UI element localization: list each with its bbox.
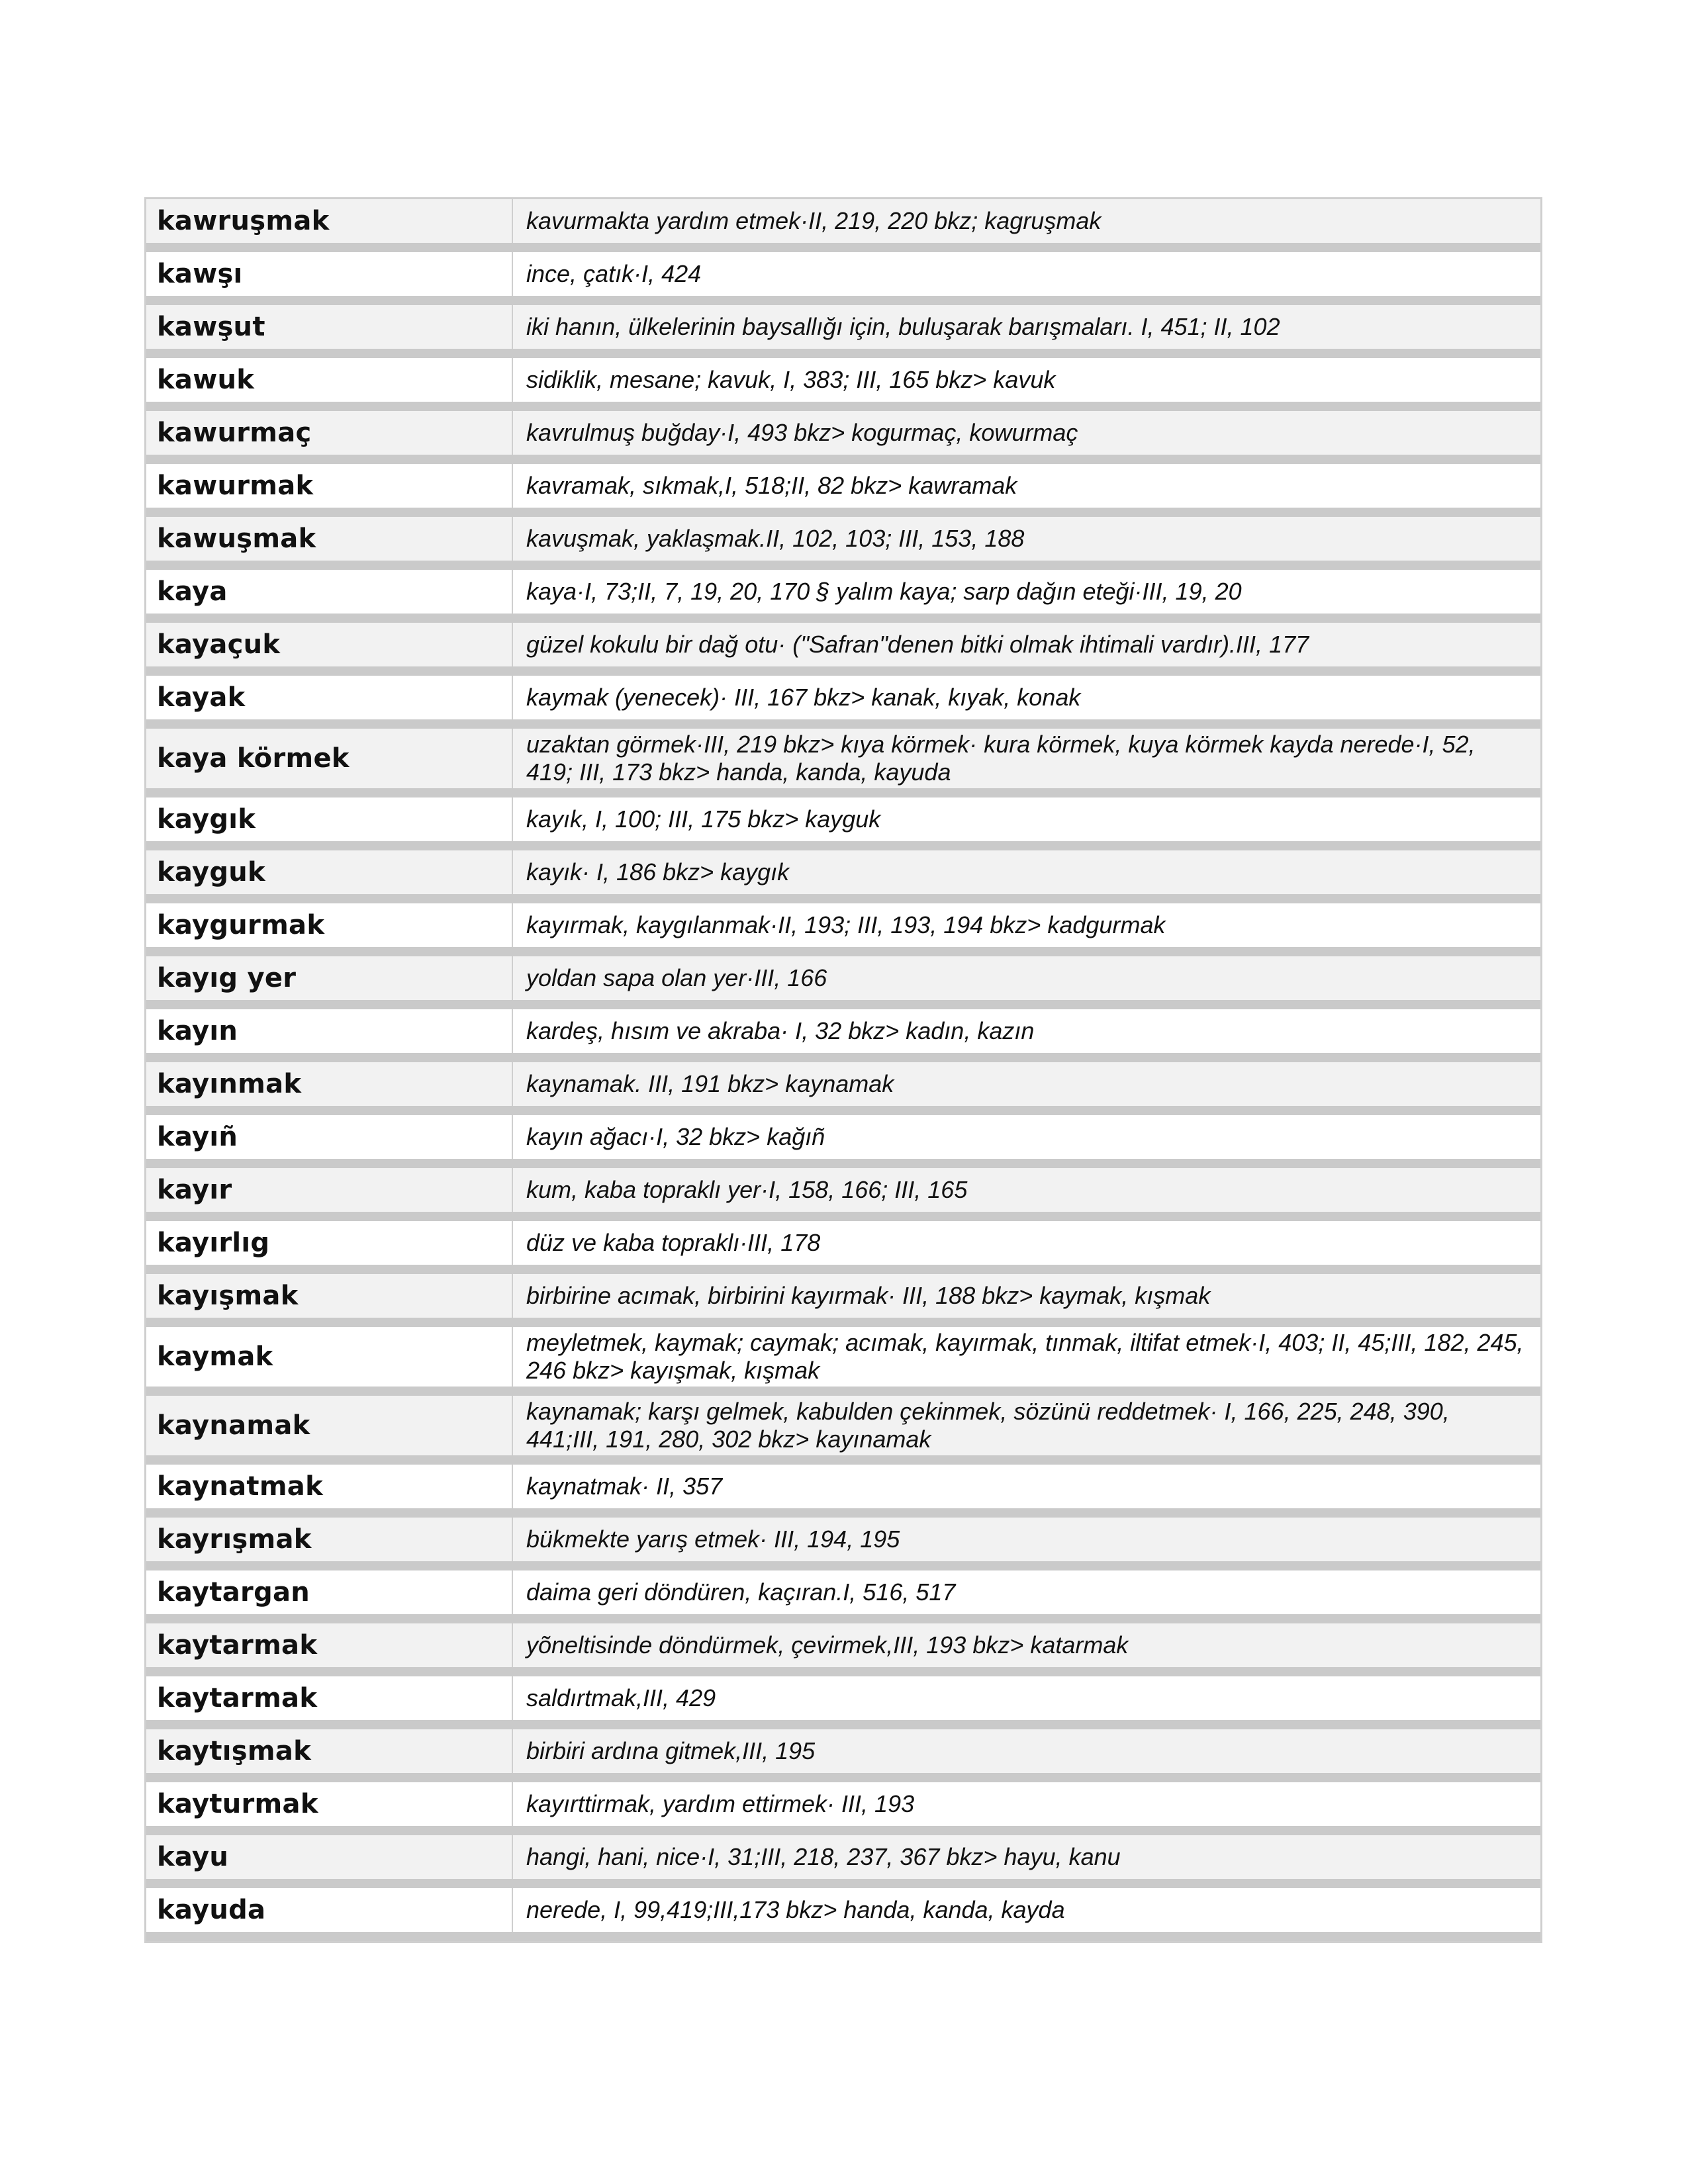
definition: yõneltisinde döndürmek, çevirmek,III, 193 bkz> katarmak — [526, 1631, 1129, 1659]
table-row — [146, 199, 1540, 252]
definition: düz ve kaba topraklı·III, 178 — [526, 1229, 821, 1256]
definition: hangi, hani, nice·I, 31;III, 218, 237, 367 bkz> hayu, kanu — [526, 1843, 1121, 1870]
table-row — [146, 517, 1540, 570]
definition: iki hanın, ülkelerinin baysallığı için, buluşarak barışmaları. I, 451; II, 102 — [526, 313, 1280, 340]
definition: kavurmakta yardım etmek·II, 219, 220 bkz; kagruşmak — [526, 207, 1102, 234]
headword: kawurmak — [146, 464, 513, 508]
definition: yoldan sapa olan yer·III, 166 — [526, 964, 827, 991]
definition: birbirine acımak, birbirini kayırmak· III, 188 bkz> kaymak, kışmak — [526, 1282, 1211, 1309]
table-row — [146, 797, 1540, 850]
table-row — [146, 1570, 1540, 1623]
headword: kayışmak — [146, 1274, 513, 1318]
definition: kaynamak. III, 191 bkz> kaynamak — [526, 1070, 894, 1097]
headword: kaynatmak — [146, 1465, 513, 1508]
headword: kayuda — [146, 1888, 513, 1932]
definition: kayırttirmak, yardım ettirmek· III, 193 — [526, 1790, 915, 1817]
table-row — [146, 623, 1540, 676]
table-row — [146, 1115, 1540, 1168]
headword: kayırlıg — [146, 1221, 513, 1265]
definition: kavramak, sıkmak,I, 518;II, 82 bkz> kawramak — [526, 472, 1017, 499]
definition: kayık, I, 100; III, 175 bkz> kayguk — [526, 805, 881, 833]
headword: kayu — [146, 1835, 513, 1879]
headword: kayın — [146, 1009, 513, 1053]
table-row — [146, 903, 1540, 956]
table-row — [146, 1327, 1540, 1396]
table-row — [146, 1835, 1540, 1888]
headword: kaygık — [146, 797, 513, 841]
definition: sidiklik, mesane; kavuk, I, 383; III, 165 bkz> kavuk — [526, 366, 1056, 393]
definition: kavuşmak, yaklaşmak.II, 102, 103; III, 153, 188 — [526, 525, 1025, 552]
definition: kavrulmuş buğday·I, 493 bkz> kogurmaç, kowurmaç — [526, 419, 1078, 446]
table-row — [146, 1623, 1540, 1676]
table-row — [146, 1729, 1540, 1782]
table-row — [146, 1518, 1540, 1570]
table-row — [146, 1396, 1540, 1465]
definition: kayık· I, 186 bkz> kaygık — [526, 858, 790, 886]
headword: kayıñ — [146, 1115, 513, 1159]
table-row — [146, 729, 1540, 797]
definition: daima geri döndüren, kaçıran.I, 516, 517 — [526, 1578, 956, 1606]
table-row — [146, 570, 1540, 623]
definition: kaya·I, 73;II, 7, 19, 20, 170 § yalım kaya; sarp dağın eteği·III, 19, 20 — [526, 578, 1242, 605]
definition: kaynamak; karşı gelmek, kabulden çekinmek, sözünü reddetmek· I, 166, 225, 248, 390, 441;III, 191, 280, 302 bkz> kayınamak — [526, 1398, 1450, 1453]
definition: bükmekte yarış etmek· III, 194, 195 — [526, 1525, 900, 1553]
definition: kayın ağacı·I, 32 bkz> kağıñ — [526, 1123, 825, 1150]
definition: kardeş, hısım ve akraba· I, 32 bkz> kadın, kazın — [526, 1017, 1035, 1044]
table-row — [146, 252, 1540, 305]
definition: saldırtmak,III, 429 — [526, 1684, 716, 1711]
definition: meyletmek, kaymak; caymak; acımak, kayırmak, tınmak, iltifat etmek·I, 403; II, 45;III, 182, 245, 246 bkz> kayışmak, kışmak — [526, 1329, 1524, 1384]
headword: kaynamak — [146, 1396, 513, 1455]
headword: kayguk — [146, 850, 513, 894]
table-row — [146, 411, 1540, 464]
headword: kaya körmek — [146, 729, 513, 788]
table-row — [146, 1888, 1540, 1941]
table-row — [146, 676, 1540, 729]
table-row — [146, 1782, 1540, 1835]
definition: kaymak (yenecek)· III, 167 bkz> kanak, kıyak, konak — [526, 684, 1081, 711]
table-row — [146, 1009, 1540, 1062]
headword: kaya — [146, 570, 513, 614]
headword: kawuşmak — [146, 517, 513, 561]
definition: ince, çatık·I, 424 — [526, 260, 702, 287]
table-row — [146, 464, 1540, 517]
table-row — [146, 1676, 1540, 1729]
headword: kayrışmak — [146, 1518, 513, 1561]
headword: kawşut — [146, 305, 513, 349]
headword: kaytarmak — [146, 1676, 513, 1720]
headword: kaytarmak — [146, 1623, 513, 1667]
definition: nerede, I, 99,419;III,173 bkz> handa, kanda, kayda — [526, 1896, 1065, 1923]
headword: kaytışmak — [146, 1729, 513, 1773]
headword: kayıg yer — [146, 956, 513, 1000]
definition: kum, kaba topraklı yer·I, 158, 166; III, 165 — [526, 1176, 968, 1203]
table-row — [146, 1221, 1540, 1274]
headword: kawşı — [146, 252, 513, 296]
table-row — [146, 1465, 1540, 1518]
definition: kaynatmak· II, 357 — [526, 1473, 723, 1500]
headword: kawuk — [146, 358, 513, 402]
headword: kaymak — [146, 1327, 513, 1387]
table-row — [146, 956, 1540, 1009]
table-row — [146, 358, 1540, 411]
definition: güzel kokulu bir dağ otu· ("Safran"denen bitki olmak ihtimali vardır).III, 177 — [526, 631, 1309, 658]
headword: kayak — [146, 676, 513, 719]
headword: kayaçuk — [146, 623, 513, 666]
table-row — [146, 850, 1540, 903]
table-row — [146, 305, 1540, 358]
headword: kawruşmak — [146, 199, 513, 243]
table-row — [146, 1168, 1540, 1221]
definition: kayırmak, kaygılanmak·II, 193; III, 193, 194 bkz> kadgurmak — [526, 911, 1166, 938]
headword: kayınmak — [146, 1062, 513, 1106]
headword: kayturmak — [146, 1782, 513, 1826]
dictionary-table — [144, 197, 1542, 1943]
headword: kawurmaç — [146, 411, 513, 455]
definition: birbiri ardına gitmek,III, 195 — [526, 1737, 816, 1764]
headword: kayır — [146, 1168, 513, 1212]
table-row — [146, 1062, 1540, 1115]
headword: kaygurmak — [146, 903, 513, 947]
headword: kaytargan — [146, 1570, 513, 1614]
definition: uzaktan görmek·III, 219 bkz> kıya körmek· kura körmek, kuya körmek kayda nerede·I, 52, 419; III, 173 bkz> handa, kanda, kayuda — [526, 731, 1476, 786]
table-row — [146, 1274, 1540, 1327]
